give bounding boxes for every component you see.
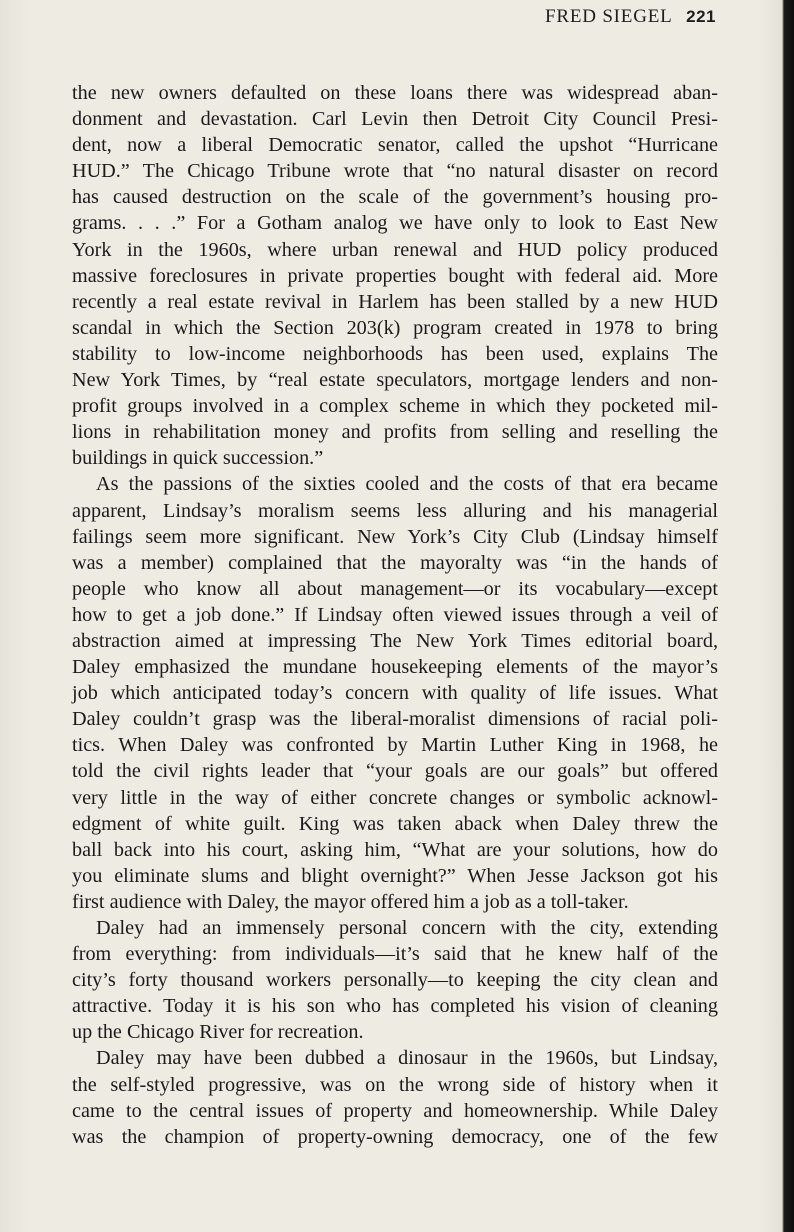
text-line: came to the central issues of property and homeownership. While Daley bbox=[72, 1099, 718, 1122]
text-line: lions in rehabilitation money and profits from selling and reselling the bbox=[72, 421, 718, 444]
text-line: Daley may have been dubbed a dinosaur in the 1960s, but Lindsay, bbox=[96, 1047, 718, 1070]
text-line: attractive. Today it is his son who has completed his vision of cleaning bbox=[72, 995, 718, 1018]
text-line: the new owners defaulted on these loans there was widespread aban- bbox=[72, 82, 718, 104]
text-line: dent, now a liberal Democratic senator, called the upshot “Hurricane bbox=[72, 134, 718, 157]
text-line: Daley had an immensely personal concern with the city, extending bbox=[96, 917, 718, 939]
text-line: from everything: from individuals—it’s said that he knew half of the bbox=[72, 943, 718, 966]
running-head-author: FRED SIEGEL bbox=[545, 6, 673, 27]
body-text bbox=[72, 80, 718, 1150]
text-line: up the Chicago River for recreation. bbox=[72, 1021, 364, 1044]
text-line: the self-styled progressive, was on the wrong side of history when it bbox=[72, 1073, 718, 1096]
text-line: told the civil rights leader that “your goals are our goals” but offered bbox=[72, 760, 718, 783]
text-line: people who know all about management—or its vocabulary—except bbox=[72, 577, 718, 600]
text-line: you eliminate slums and blight overnight?” When Jesse Jackson got his bbox=[72, 864, 718, 887]
text-line: As the passions of the sixties cooled and the costs of that era became bbox=[96, 473, 718, 496]
text-line: tics. When Daley was confronted by Martin Luther King in 1968, he bbox=[72, 734, 718, 757]
text-line: recently a real estate revival in Harlem has been stalled by a new HUD bbox=[72, 290, 718, 313]
text-line: city’s forty thousand workers personally—to keeping the city clean and bbox=[72, 969, 718, 992]
text-line: Daley couldn’t grasp was the liberal-moralist dimensions of racial poli- bbox=[72, 708, 718, 731]
text-line: ball back into his court, asking him, “What are your solutions, how do bbox=[72, 838, 718, 861]
text-line: New York Times, by “real estate speculators, mortgage lenders and non- bbox=[72, 369, 718, 392]
text-line: has caused destruction on the scale of the government’s housing pro- bbox=[72, 186, 718, 209]
running-head bbox=[545, 6, 716, 28]
text-line: apparent, Lindsay’s moralism seems less alluring and his managerial bbox=[72, 499, 718, 522]
text-line: edgment of white guilt. King was taken aback when Daley threw the bbox=[72, 812, 718, 835]
text-line: York in the 1960s, where urban renewal and HUD policy produced bbox=[72, 238, 718, 261]
text-line: HUD.” The Chicago Tribune wrote that “no natural disaster on record bbox=[72, 160, 718, 183]
text-line: massive foreclosures in private properties bought with federal aid. More bbox=[72, 264, 718, 287]
text-line: was the champion of property-owning democracy, one of the few bbox=[72, 1125, 718, 1148]
text-line: was a member) complained that the mayoralty was “in the hands of bbox=[72, 551, 718, 574]
text-line: failings seem more significant. New York’s City Club (Lindsay himself bbox=[72, 525, 718, 548]
text-line: donment and devastation. Carl Levin then Detroit City Council Presi- bbox=[72, 108, 718, 131]
text-line: grams. . . .” For a Gotham analog we have only to look to East New bbox=[72, 212, 718, 235]
text-line: scandal in which the Section 203(k) program created in 1978 to bring bbox=[72, 316, 718, 339]
text-line: Daley emphasized the mundane housekeeping elements of the mayor’s bbox=[72, 656, 718, 679]
page-number: 221 bbox=[686, 7, 716, 26]
text-line: profit groups involved in a complex scheme in which they pocketed mil- bbox=[72, 395, 718, 418]
text-line: stability to low-income neighborhoods has been used, explains The bbox=[72, 342, 718, 365]
text-line: buildings in quick succession.” bbox=[72, 447, 324, 470]
text-line: abstraction aimed at impressing The New York Times editorial board, bbox=[72, 629, 718, 652]
text-line: first audience with Daley, the mayor offered him a job as a toll-taker. bbox=[72, 890, 629, 913]
text-line: very little in the way of either concrete changes or symbolic acknowl- bbox=[72, 786, 718, 809]
text-line: job which anticipated today’s concern with quality of life issues. What bbox=[72, 682, 718, 705]
text-line: how to get a job done.” If Lindsay often viewed issues through a veil of bbox=[72, 603, 718, 626]
